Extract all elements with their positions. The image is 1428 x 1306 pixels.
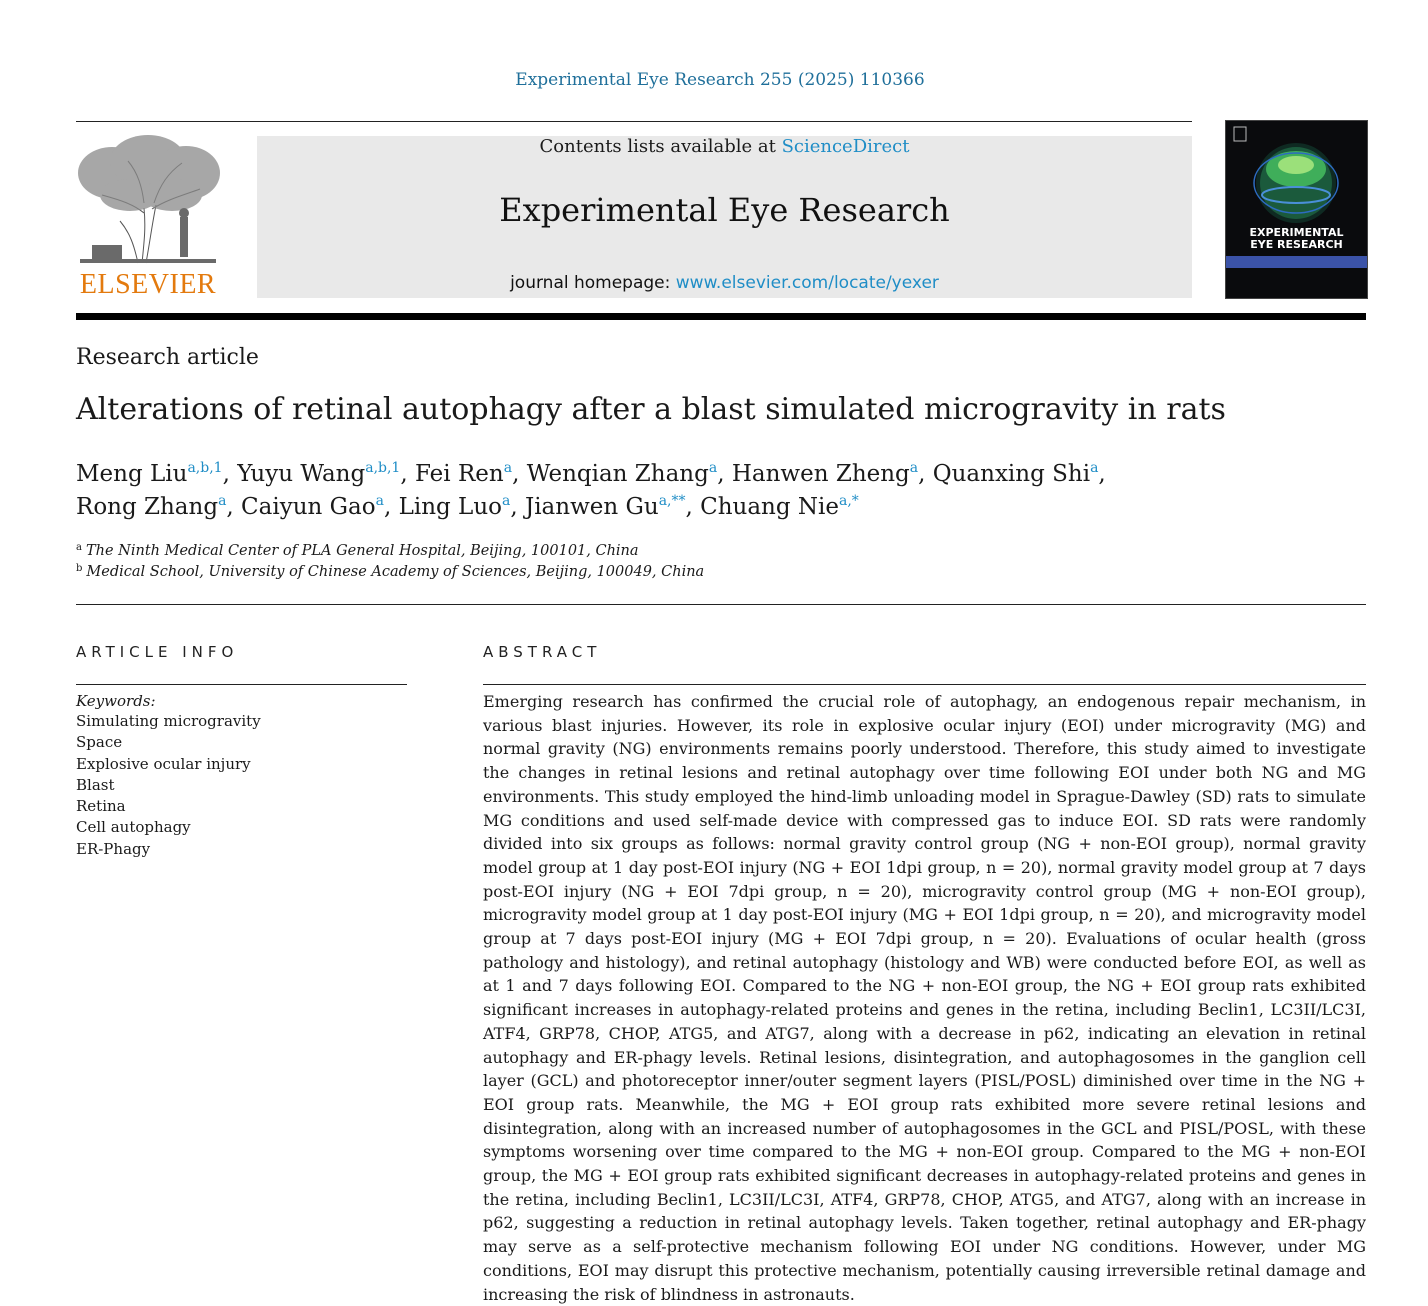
keyword-item: Cell autophagy: [76, 818, 191, 837]
journal-banner: [257, 136, 1192, 298]
keyword-item: Space: [76, 733, 123, 752]
affiliation-text: The Ninth Medical Center of PLA General Hospital, Beijing, 100101, China: [85, 543, 639, 559]
keyword-item: Blast: [76, 775, 115, 794]
cover-title: [1226, 227, 1367, 251]
author-affiliation-mark[interactable]: a: [503, 460, 513, 476]
keywords-list: [76, 711, 261, 860]
sciencedirect-link[interactable]: ScienceDirect: [781, 136, 910, 157]
affiliation-item: [76, 562, 704, 583]
author-name[interactable]: Meng Liu: [76, 461, 188, 487]
journal-citation[interactable]: Experimental Eye Research 255 (2025) 110366: [515, 70, 925, 90]
author-affiliation-mark[interactable]: a,**: [658, 493, 686, 509]
author-name[interactable]: Quanxing Shi: [932, 461, 1091, 487]
keyword-item: Explosive ocular injury: [76, 754, 251, 773]
author-separator: ,: [226, 494, 242, 520]
contents-prefix: Contents lists available at: [539, 136, 782, 157]
keywords-label: Keywords:: [76, 692, 156, 710]
author-name[interactable]: Yuyu Wang: [237, 461, 366, 487]
author-affiliation-mark[interactable]: a: [218, 493, 227, 509]
author-name[interactable]: Hanwen Zheng: [731, 461, 910, 487]
author-affiliation-mark[interactable]: a: [1090, 460, 1099, 476]
header-thick-rule: [76, 313, 1366, 320]
author-affiliation-mark[interactable]: a,*: [839, 493, 859, 509]
article-title: Alterations of retinal autophagy after a blast simulated microgravity in rats: [76, 392, 1226, 427]
article-info-rule: [76, 684, 407, 685]
eye-globe-icon: [1226, 121, 1367, 231]
author-separator: ,: [222, 461, 238, 487]
elsevier-wordmark: ELSEVIER: [79, 269, 217, 300]
author-affiliation-mark[interactable]: a: [909, 460, 919, 476]
journal-homepage-link[interactable]: www.elsevier.com/locate/yexer: [675, 273, 939, 293]
author-separator: ,: [510, 494, 525, 520]
keyword-item: Simulating microgravity: [76, 712, 261, 730]
author-name[interactable]: Ling Luo: [398, 494, 502, 520]
author-separator: ,: [1098, 461, 1106, 487]
author-separator: ,: [512, 461, 527, 487]
section-divider: [76, 604, 1366, 605]
keyword-item: Retina: [76, 797, 126, 816]
author-affiliation-mark[interactable]: a: [708, 460, 718, 476]
affiliation-item: [76, 541, 704, 562]
affiliation-text: Medical School, University of Chinese Academy of Sciences, Beijing, 100049, China: [86, 564, 705, 580]
journal-cover[interactable]: [1225, 120, 1368, 299]
author-separator: ,: [717, 461, 732, 487]
affiliations: [76, 541, 704, 583]
elsevier-tree-icon: [72, 133, 224, 265]
author-name[interactable]: Caiyun Gao: [241, 494, 376, 520]
article-info-heading: ARTICLE INFO: [76, 643, 239, 661]
cover-band: [1226, 256, 1367, 268]
affiliation-mark: b: [76, 563, 83, 574]
article-type: Research article: [76, 345, 259, 370]
keyword-item: ER-Phagy: [76, 839, 151, 858]
homepage-line: [257, 273, 1192, 293]
author-list: [76, 458, 1366, 524]
author-name[interactable]: Rong Zhang: [76, 494, 219, 520]
affiliation-mark: a: [76, 542, 82, 553]
author-name[interactable]: Fei Ren: [414, 461, 504, 487]
author-name[interactable]: Jianwen Gu: [524, 494, 659, 520]
contents-line: [257, 136, 1192, 158]
abstract-text: Emerging research has confirmed the crucial role of autophagy, an endogenous repair mechanism, in various blast injuries. However, its role in explosive ocular injury (EOI) under microgravity (MG) and normal gravity (NG) environments remains poorly understood. Therefore, this study aimed to investigate the changes in retinal lesions and retinal autophagy over time following EOI under both NG and MG environments. This study employed the hind-limb unloading model in Sprague-Dawley (SD) rats to simulate MG conditions and used self-made device with compressed gas to induce EOI. SD rats were randomly divided into six groups as follows: normal gravity control group (NG + non-EOI group), normal gravity model group at 1 day post-EOI injury (NG + EOI 1dpi group, n = 20), normal gravity model group at 7 days post-EOI injury (NG + EOI 7dpi group, n = 20), microgravity control group (MG + non-EOI group), microgravity model group at 1 day post-EOI injury (MG + EOI 1dpi group, n = 20), and microgravity model group at 7 days post-EOI injury (MG + EOI 7dpi group, n = 20). Evaluations of ocular health (gross pathology and histology), and retinal autophagy (histology and WB) were conducted before EOI, as well as at 1 and 7 days following EOI. Compared to the NG + non-EOI group, the NG + EOI group rats exhibited significant increases in autophagy-related proteins and genes in the retina, including Beclin1, LC3II/LC3I, ATF4, GRP78, CHOP, ATG5, and ATG7, along with a decrease in p62, indicating an elevation in retinal autophagy and ER-phagy levels. Retinal lesions, disintegration, and autophagosomes in the ganglion cell layer (GCL) and photoreceptor inner/outer segment layers (PISL/POSL) diminished over time in the NG + EOI group rats. Meanwhile, the MG + EOI group rats exhibited more severe retinal lesions and disintegration, along with an increased number of autophagosomes in the GCL and PISL/POSL, with these symptoms worsening over time compared to the MG + non-EOI group. Compared to the MG + non-EOI group, the MG + EOI group rats exhibited significant decreases in autophagy-related proteins and genes in the retina, including Beclin1, LC3II/LC3I, ATF4, GRP78, CHOP, ATG5, and ATG7, along with an increase in p62, suggesting a reduction in retinal autophagy levels. Taken together, retinal autophagy and ER-phagy may serve as a self-protective mechanism following EOI under NG conditions. However, under MG conditions, EOI may disrupt this protective mechanism, potentially causing irreversible retinal damage and increasing the risk of blindness in astronauts.: [483, 692, 1366, 1304]
elsevier-logo[interactable]: [72, 133, 224, 303]
cover-title-line2: EYE RESEARCH: [1250, 238, 1343, 251]
author-affiliation-mark[interactable]: a: [501, 493, 511, 509]
author-affiliation-mark[interactable]: a,b,1: [365, 460, 401, 476]
cover-title-line1: EXPERIMENTAL: [1249, 226, 1344, 239]
author-separator: ,: [400, 461, 415, 487]
author-name[interactable]: Chuang Nie: [700, 494, 839, 520]
author-separator: ,: [918, 461, 933, 487]
homepage-prefix: journal homepage:: [510, 273, 676, 293]
author-separator: ,: [383, 494, 399, 520]
abstract-rule: [483, 684, 1366, 685]
author-affiliation-mark[interactable]: a,b,1: [187, 460, 223, 476]
author-separator: ,: [685, 494, 701, 520]
author-affiliation-mark[interactable]: a: [375, 493, 384, 509]
abstract-heading: ABSTRACT: [483, 643, 602, 661]
journal-title[interactable]: Experimental Eye Research: [499, 191, 950, 229]
author-name[interactable]: Wenqian Zhang: [526, 461, 709, 487]
header-top-rule: [76, 121, 1192, 122]
